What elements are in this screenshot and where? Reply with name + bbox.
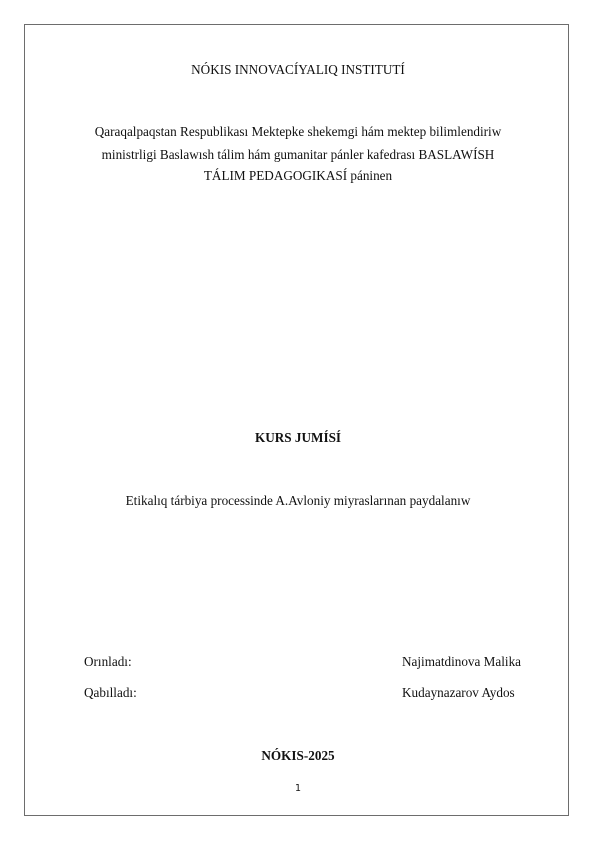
department-line-1: Qaraqalpaqstan Respublikası Mektepke shekemgi hám mektep bilimlendiriw: [94, 124, 502, 139]
city-year: NÓKIS-2025: [261, 748, 335, 763]
accepted-by-label: Qabılladı:: [84, 685, 137, 700]
topic-title: Etikalıq tárbiya processinde A.Avloniy miyraslarınan paydalanıw: [125, 493, 471, 508]
performed-by-name: Najimatdinova Malika: [402, 654, 522, 669]
institute-title: NÓKIS INNOVACÍYALIQ INSTITUTÍ: [191, 62, 405, 77]
work-type-title: KURS JUMÍSÍ: [254, 430, 342, 445]
department-line-3: TÁLIM PEDAGOGIKASÍ páninen: [203, 168, 393, 183]
accepted-by-name: Kudaynazarov Aydos: [402, 685, 515, 700]
performed-by-label: Orınladı:: [84, 654, 132, 669]
department-line-2: ministrligi Baslawısh tálim hám gumanitar pánler kafedrası BASLAWÍSH: [101, 147, 495, 162]
page-number: 1: [294, 783, 302, 794]
